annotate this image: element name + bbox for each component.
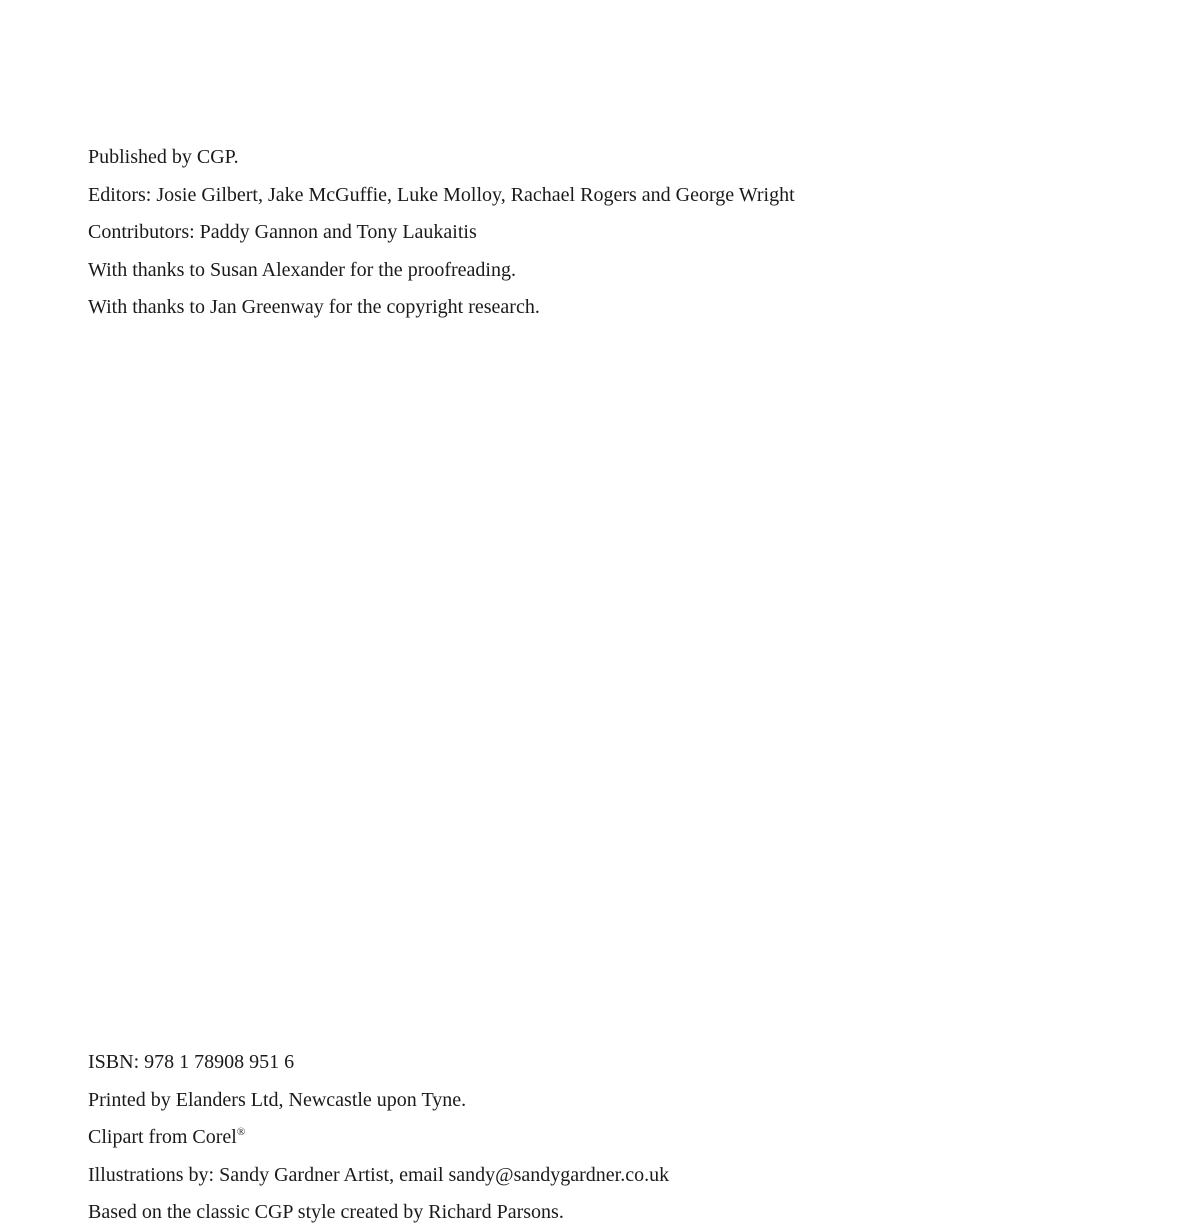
- clipart-line: [88, 1119, 669, 1157]
- based-on-line: Based on the classic CGP style created by Richard Parsons.: [88, 1201, 564, 1224]
- isbn-line: ISBN: 978 1 78908 951 6: [88, 1051, 295, 1073]
- registered-mark: ®: [236, 1126, 246, 1139]
- editors-line: Editors: Josie Gilbert, Jake McGuffie, Luke Molloy, Rachael Rogers and George Wright: [88, 183, 795, 206]
- contributors-line: Contributors: Paddy Gannon and Tony Laukaitis: [88, 221, 477, 244]
- printed-by-line: Printed by Elanders Ltd, Newcastle upon Tyne.: [88, 1088, 467, 1111]
- clipart-text: Clipart from Corel: [88, 1126, 237, 1149]
- credits-bottom-section: [88, 1044, 669, 1232]
- proofreading-thanks-line: With thanks to Susan Alexander for the proofreading.: [88, 258, 516, 281]
- copyright-research-thanks-line: With thanks to Jan Greenway for the copyright research.: [88, 296, 540, 319]
- illustrations-line: Illustrations by: Sandy Gardner Artist, email sandy@sandygardner.co.uk: [88, 1163, 670, 1186]
- credits-top-section: [88, 139, 795, 327]
- published-by-line: Published by CGP.: [88, 146, 239, 168]
